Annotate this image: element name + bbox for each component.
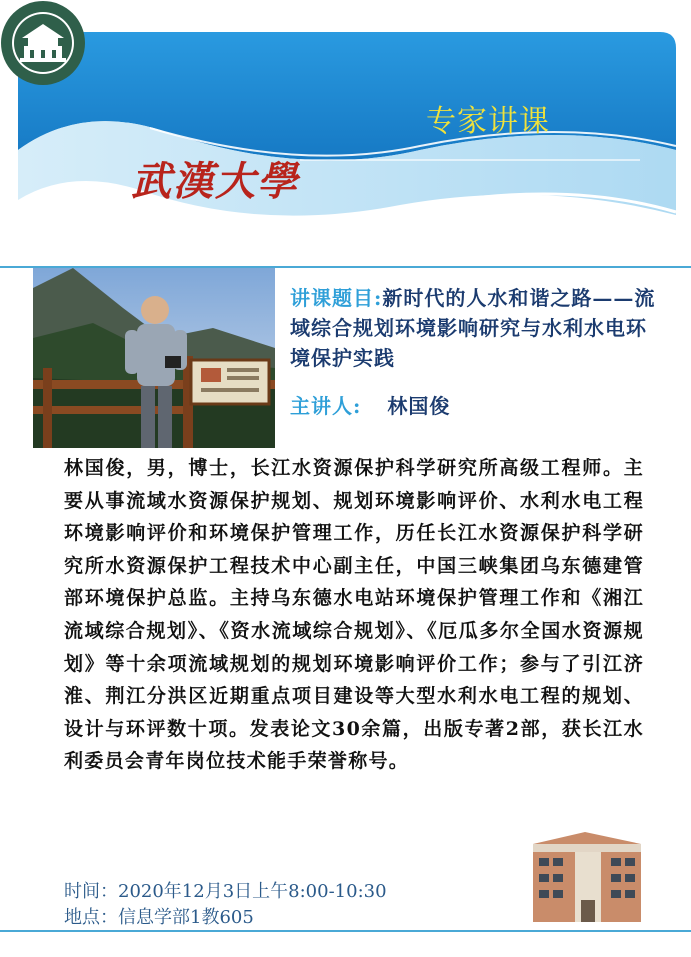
banner-wave-graphic	[0, 0, 691, 268]
speaker-photo	[33, 268, 275, 448]
lecture-time: 时间：2020年12月3日上午8:00-10:30	[64, 881, 387, 902]
topic-text: 新时代的人水和谐之路——流域综合规划环境影响研究与水利水电环境保护实践	[290, 286, 656, 370]
speaker-label: 主讲人:	[290, 394, 362, 418]
topic-label: 讲课题目:	[290, 286, 383, 310]
lecture-place: 地点：信息学部1教605	[64, 907, 254, 928]
university-emblem-icon	[0, 0, 86, 86]
lecture-speaker	[290, 390, 450, 419]
bottom-divider	[0, 930, 691, 932]
lecture-topic	[290, 283, 660, 373]
banner-title: 专家讲课	[426, 104, 550, 139]
speaker-name: 林国俊	[387, 394, 451, 418]
header-banner	[0, 0, 691, 268]
university-name-calligraphy: 武漢大學	[131, 158, 299, 205]
campus-building-image	[515, 826, 655, 926]
speaker-bio: 林国俊，男，博士，长江水资源保护科学研究所高级工程师。主要从事流域水资源保护规划、规划环境影响评价、水利水电工程环境影响评价和环境保护管理工作，历任长江水资源保护科学研究所水资源保护工程技术中心副主任，中国三峡集团乌东德建管部环境保护总监。主持乌东德水电站环境保护管理工作和《湘江流域综合规划》、《资水流域综合规划》、《厄瓜多尔全国水资源规划》等十余项流域规划的规划环境影响评价工作；参与了引江济淮、荆江分洪区近期重点项目建设等大型水利水电工程的规划、设计与环评数十项。发表论文30余篇，出版专著2部，获长江水利委员会青年岗位技术能手荣誉称号。	[64, 457, 644, 773]
